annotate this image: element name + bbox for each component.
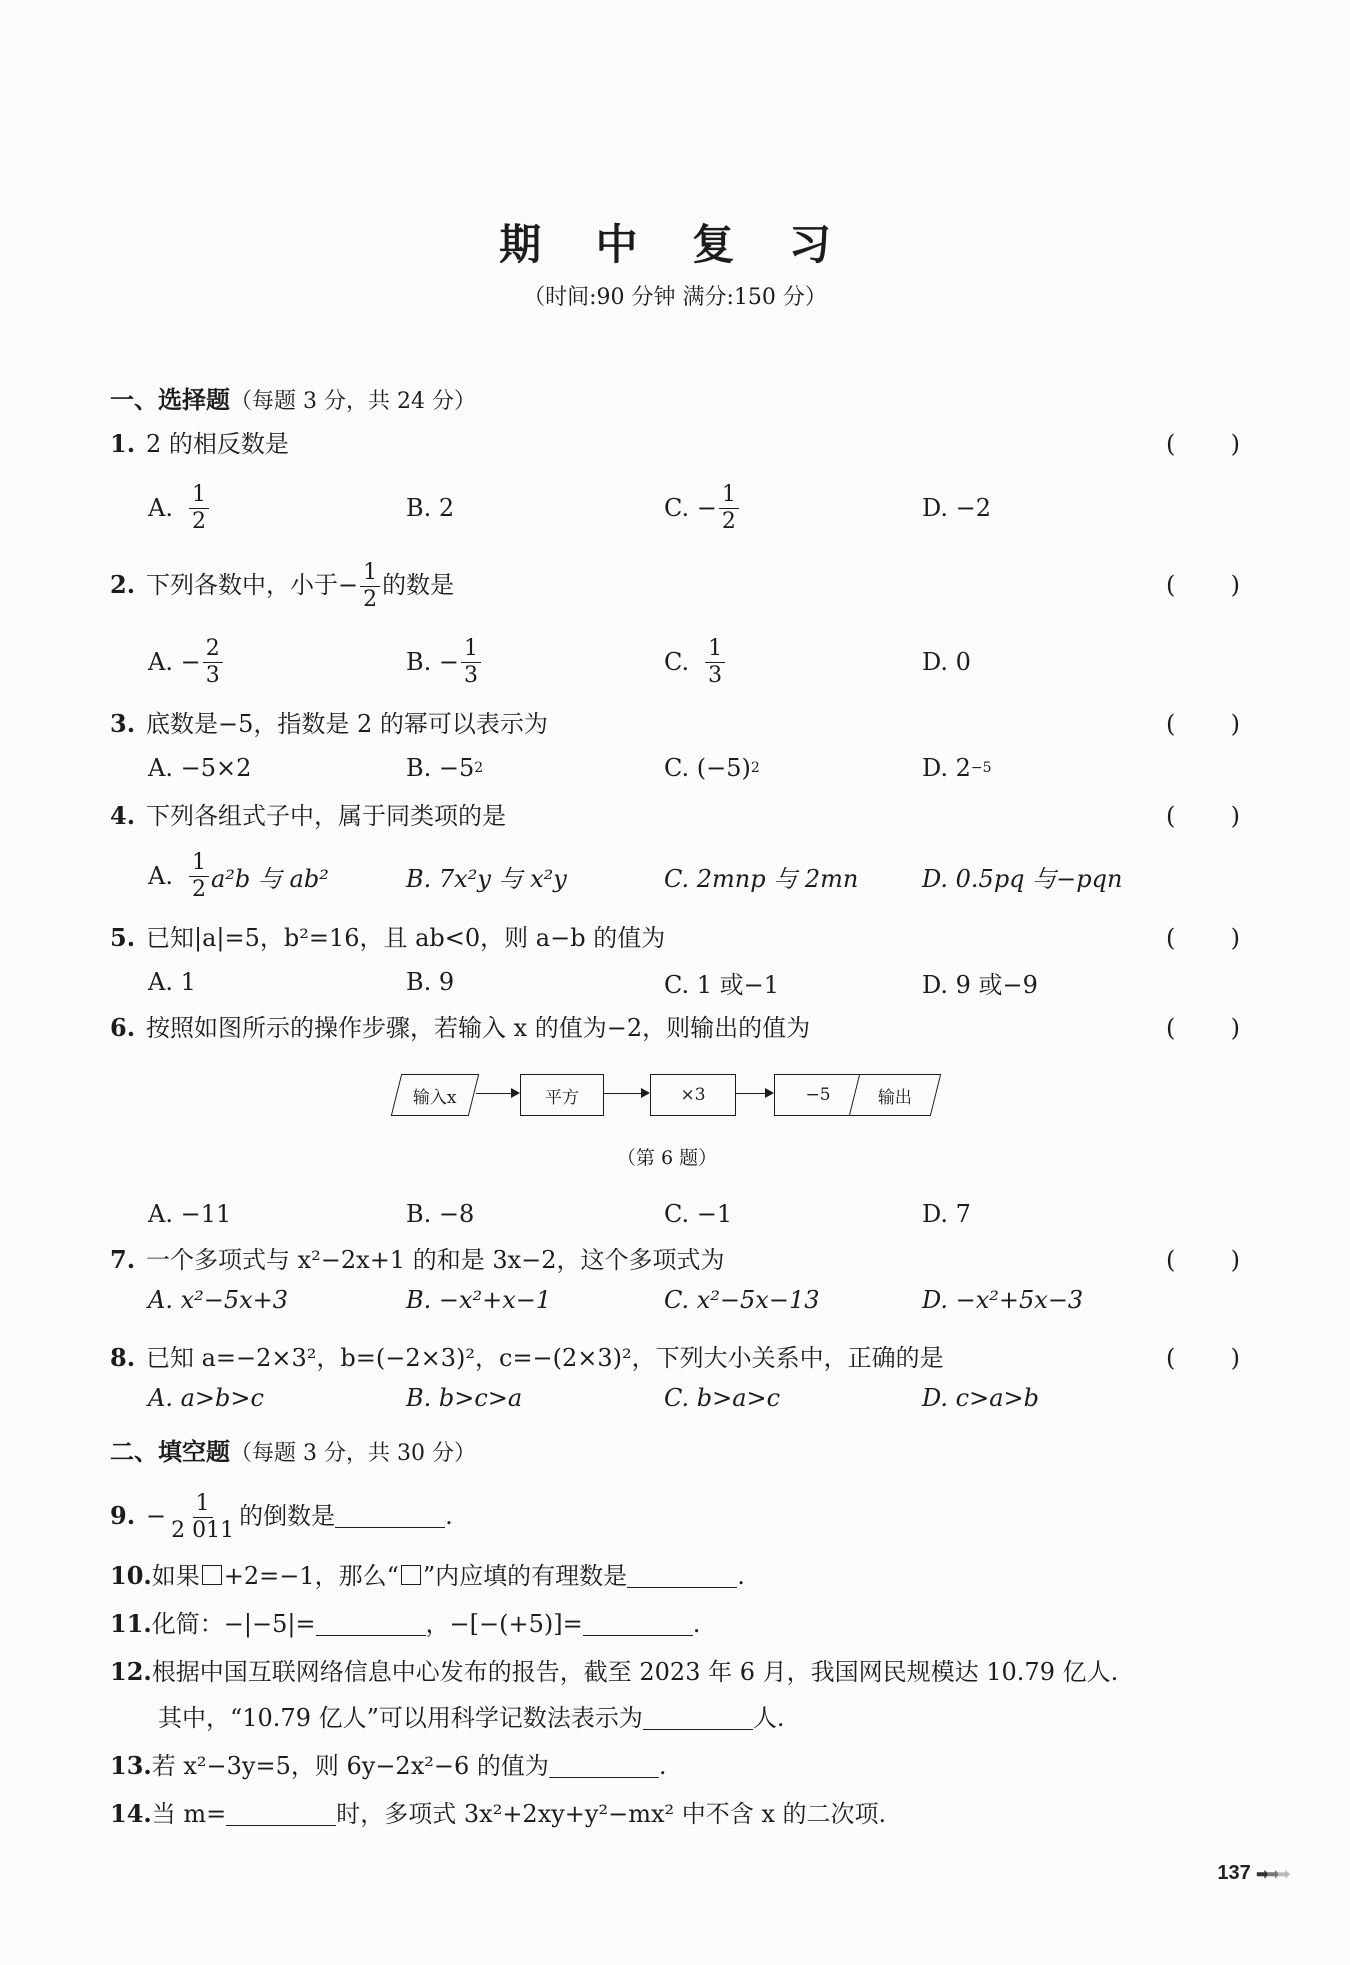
fraction: $\frac{1}{3}$ [461,636,481,689]
question-5: 5. 已知|a|=5，b²=16，且 ab<0，则 a−b 的值为 ( ) [110,918,1240,958]
arrow-right-icon: ➡ [1256,1866,1267,1883]
question-13: 13.若 x²−3y=5，则 6y−2x²−6 的值为 . [110,1751,667,1780]
answer-parentheses[interactable]: ( ) [1166,430,1240,458]
options-q7 [148,1280,1248,1340]
options-q8 [148,1376,1248,1436]
option-a[interactable]: A. −5×2 [148,754,252,782]
fraction: $\frac{1}{2}$ [719,482,739,535]
options-q2 [148,632,1248,692]
question-2: 2. 下列各数中，小于− $\frac{1}{2}$ 的数是 ( ) [110,560,1240,612]
fraction: $\frac{2}{3}$ [203,636,223,689]
option-a[interactable]: A. x²−5x+3 [148,1286,289,1314]
answer-blank[interactable] [226,1801,336,1826]
option-d[interactable]: D. 7 [922,1200,971,1228]
answer-blank[interactable] [627,1563,737,1588]
page-title: 期 中 复 习 [499,220,851,269]
option-a[interactable]: A. −11 [148,1200,232,1228]
option-c[interactable]: C. − $\frac{1}{2}$ [664,478,741,538]
answer-blank[interactable] [643,1705,753,1730]
option-b[interactable]: B. −x²+x−1 [406,1286,552,1314]
option-b[interactable]: B. −5 2 [406,754,484,782]
question-12-line-2: 其中，“10.79 亿人”可以用科学记数法表示为 人. [158,1704,785,1732]
option-a[interactable]: A. − $\frac{2}{3}$ [148,632,225,692]
question-6: 6. 按照如图所示的操作步骤，若输入 x 的值为−2，则输出的值为 ( ) [110,1008,1240,1048]
answer-parentheses[interactable]: ( ) [1166,710,1240,738]
question-12: 12.根据中国互联网络信息中心发布的报告，截至 2023 年 6 月，我国网民规模达 10.79 亿人. [110,1657,1119,1686]
answer-parentheses[interactable]: ( ) [1166,1246,1240,1274]
fraction: $\frac{1}{3}$ [705,636,725,689]
option-a[interactable]: A. $\frac{1}{2}$ [148,478,211,538]
option-d[interactable]: D. −2 [922,494,992,522]
answer-blank[interactable] [583,1611,693,1636]
option-b[interactable]: B. −8 [406,1200,475,1228]
option-c[interactable]: C. b>a>c [664,1384,781,1412]
option-c[interactable]: C. −1 [664,1200,733,1228]
answer-blank[interactable] [549,1753,659,1778]
options-q1 [148,478,1248,538]
option-b[interactable]: B. 9 [406,968,455,996]
fraction: $\frac{1}{2}$ [189,482,209,535]
option-c[interactable]: C. 2mnp 与 2mn [664,864,859,893]
option-c[interactable]: C. $\frac{1}{3}$ [664,632,727,692]
page-subtitle: （时间:90 分钟 满分:150 分） [523,285,827,310]
question-3: 3. 底数是−5，指数是 2 的幂可以表示为 ( ) [110,704,1240,744]
option-b[interactable]: B. 7x²y 与 x²y [406,864,567,893]
option-d[interactable]: D. 2 −5 [922,754,992,782]
options-q3 [148,738,1248,798]
option-d[interactable]: D. 0.5pq 与−pqn [922,864,1123,893]
option-b[interactable]: B. b>c>a [406,1384,523,1412]
square-box-icon [401,1565,421,1585]
option-a[interactable]: A. 1 [148,968,196,996]
question-10: 10.如果 +2=−1，那么“ ”内应填的有理数是 . [110,1561,745,1590]
option-d[interactable]: D. 0 [922,648,971,676]
flow-output-box: 输出 [849,1074,941,1116]
option-d[interactable]: D. −x²+5x−3 [922,1286,1084,1314]
fraction: $\frac{1}{2}$ [360,560,380,613]
fraction: $\frac{1}{2 011}$ [171,1491,235,1543]
question-8: 8. 已知 a=−2×3²，b=(−2×3)²，c=−(2×3)²，下列大小关系中，正确的是 ( ) [110,1338,1240,1378]
arrow-right-icon: ➡ [1266,1866,1278,1883]
fraction: $\frac{1}{2}$ [189,850,209,903]
option-a[interactable]: A. $\frac{1}{2}$ a²b 与 ab² [148,849,329,902]
question-9: 9. − $\frac{1}{2 011}$ 的倒数是 . [110,1491,453,1543]
question-4: 4. 下列各组式子中，属于同类项的是 ( ) [110,796,1240,836]
question-14: 14.当 m= 时，多项式 3x²+2xy+y²−mx² 中不含 x 的二次项. [110,1799,887,1828]
flow-minus5-box: −5 [774,1074,862,1116]
answer-parentheses[interactable]: ( ) [1166,571,1240,599]
section-heading-choice: 一、选择题（每题 3 分，共 24 分） [110,385,476,414]
figure-caption: （第 6 题） [616,1147,718,1169]
question-1: 1. 2 的相反数是 ( ) [110,424,1240,464]
option-d[interactable]: D. 9 或−9 [922,970,1038,999]
option-c[interactable]: C. 1 或−1 [664,970,780,999]
flow-arrow [476,1093,518,1094]
answer-parentheses[interactable]: ( ) [1166,1344,1240,1372]
options-q5 [148,952,1248,1012]
square-box-icon [202,1565,222,1585]
question-11: 11.化简：−|−5|= ，−[−(+5)]= . [110,1609,701,1638]
option-c[interactable]: C. x²−5x−13 [664,1286,820,1314]
flow-input-box: 输入x [391,1074,479,1116]
option-b[interactable]: B. − $\frac{1}{3}$ [406,632,483,692]
answer-blank[interactable] [335,1503,445,1528]
flowchart [388,1070,948,1120]
option-a[interactable]: A. a>b>c [148,1384,264,1412]
question-7: 7. 一个多项式与 x²−2x+1 的和是 3x−2，这个多项式为 ( ) [110,1240,1240,1280]
answer-parentheses[interactable]: ( ) [1166,1014,1240,1042]
answer-parentheses[interactable]: ( ) [1166,924,1240,952]
flow-square-box: 平方 [520,1074,604,1116]
page-number: 137 ➡➡➡ [1217,1862,1288,1884]
answer-parentheses[interactable]: ( ) [1166,802,1240,830]
section-heading-fill: 二、填空题（每题 3 分，共 30 分） [110,1437,476,1466]
flow-times3-box: ×3 [650,1074,736,1116]
arrow-right-icon: ➡ [1277,1866,1288,1883]
flow-arrow [604,1093,648,1094]
options-q4 [148,846,1248,906]
answer-blank[interactable] [316,1611,426,1636]
options-q6 [148,1184,1248,1244]
flow-arrow [736,1093,772,1094]
option-c[interactable]: C. (−5) 2 [664,754,760,782]
option-d[interactable]: D. c>a>b [922,1384,1039,1412]
option-b[interactable]: B. 2 [406,494,455,522]
